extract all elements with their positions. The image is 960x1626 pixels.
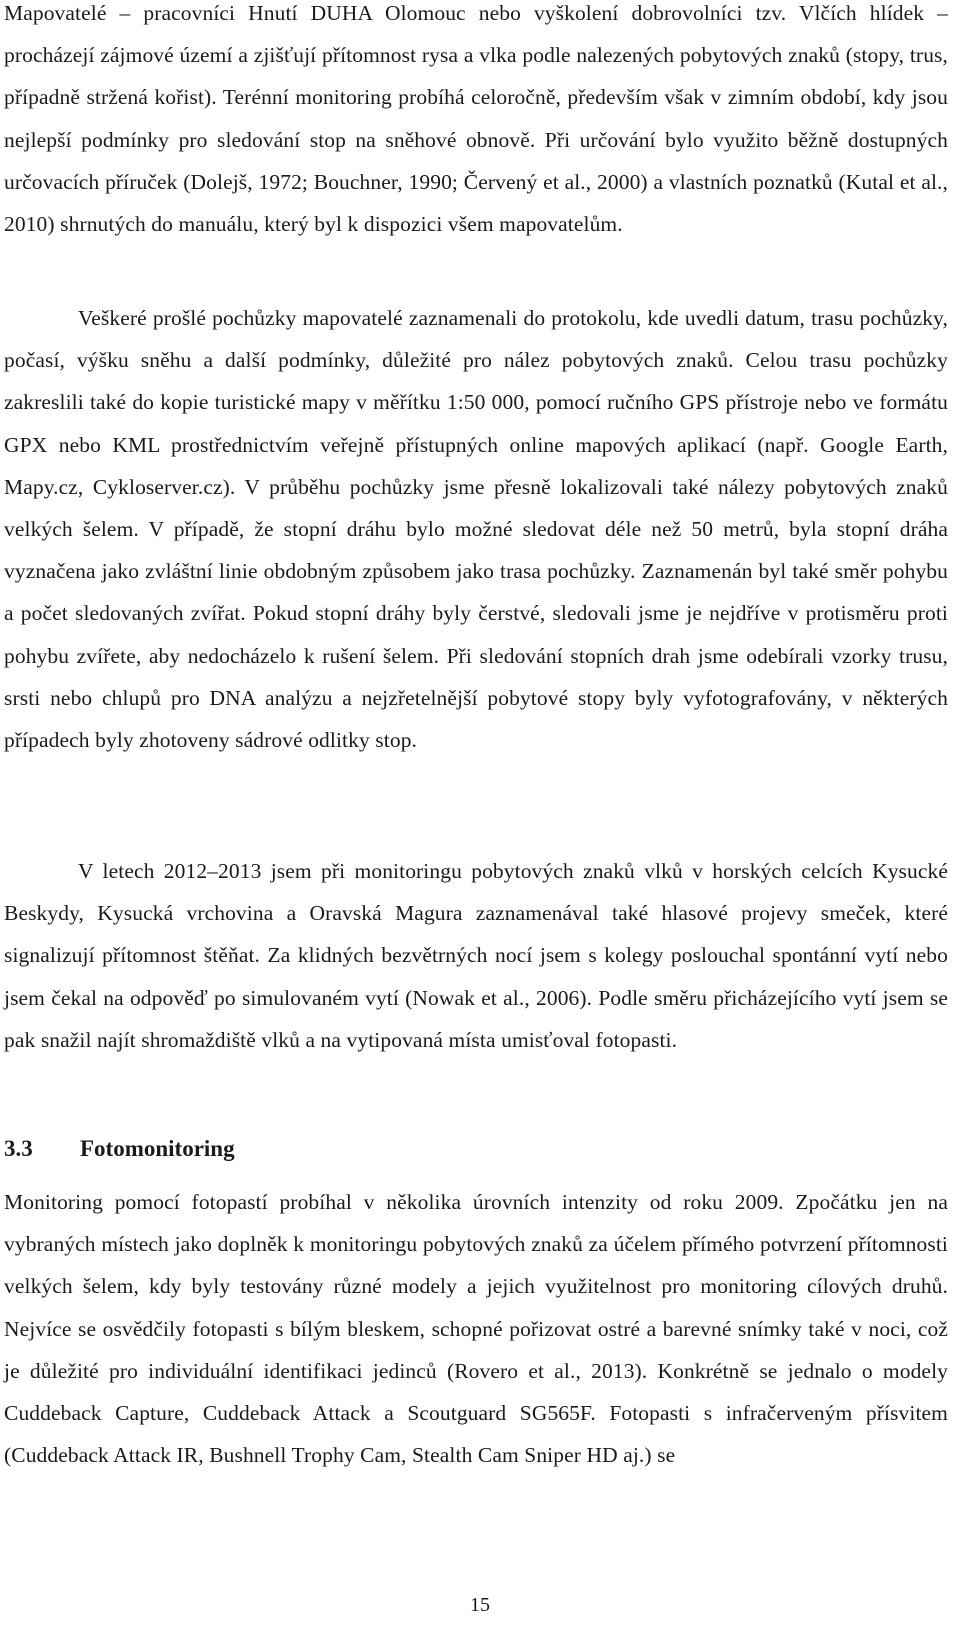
paragraph-mapping-volunteers: Mapovatelé – pracovníci Hnutí DUHA Olomouc nebo vyškolení dobrovolníci tzv. Vlčích hlídek – procházejí zájmové území a zjišťují přítomnost rysa a vlka podle nalezených pobytových znaků (stopy, trus, případně stržená kořist). Terénní monitoring probíhá celoročně, především však v zimním období, kdy jsou nejlepší podmínky pro sledování stop na sněhové obnově. Při určování bylo využito běžně dostupných určovacích příruček (Dolejš, 1972; Bouchner, 1990; Červený et al., 2000) a vlastních poznatků (Kutal et al., 2010) shrnutých do manuálu, který byl k dispozici všem mapovatelům. [4,1,948,237]
page-number: 15 [470,1594,490,1616]
paragraph-route-records: Veškeré prošlé pochůzky mapovatelé zaznamenali do protokolu, kde uvedli datum, trasu pochůzky, počasí, výšku sněhu a další podmínky, důležité pro nález pobytových znaků. Celou trasu pochůzky zakreslili také do kopie turistické mapy v měřítku 1:50 000, pomocí ručního GPS přístroje nebo ve formátu GPX nebo KML prostřednictvím veřejně přístupných online mapových aplikací (např. Google Earth, Mapy.cz, Cykloserver.cz). V průběhu pochůzky jsme přesně lokalizovali také nálezy pobytových znaků velkých šelem. V případě, že stopní dráhu bylo možné sledovat déle než 50 metrů, byla stopní dráha vyznačena jako zvláštní linie obdobným způsobem jako trasa pochůzky. Zaznamenán byl také směr pohybu a počet sledovaných zvířat. Pokud stopní dráhy byly čerstvé, sledovali jsme je nejdříve v protisměru proti pohybu zvířete, aby nedocházelo k rušení šelem. Při sledování stopních drah jsme odebírali vzorky trusu, srsti nebo chlupů pro DNA analýzu a nejzřetelnější pobytové stopy byly vyfotografovány, v některých případech byly zhotoveny sádrové odlitky stop. [4,306,948,753]
paragraph-camera-traps: Monitoring pomocí fotopastí probíhal v několika úrovních intenzity od roku 2009. Zpočátku jen na vybraných místech jako doplněk k monitoringu pobytových znaků za účelem přímého potvrzení přítomnosti velkých šelem, kdy byly testovány různé modely a jejich využitelnost pro monitoring cílových druhů. Nejvíce se osvědčily fotopasti s bílým bleskem, schopné pořizovat ostré a barevné snímky také v noci, což je důležité pro individuální identifikaci jedinců (Rovero et al., 2013). Konkrétně se jednalo o modely Cuddeback Capture, Cuddeback Attack a Scoutguard SG565F. Fotopasti s infračerveným přísvitem (Cuddeback Attack IR, Bushnell Trophy Cam, Stealth Cam Sniper HD aj.) se [4,1190,948,1468]
section-number: 3.3 [4,1136,33,1161]
section-title: Fotomonitoring [80,1136,235,1161]
paragraph-wolf-howling: V letech 2012–2013 jsem při monitoringu pobytových znaků vlků v horských celcích Kysucké Beskydy, Kysucká vrchovina a Oravská Magura zaznamenával také hlasové projevy smeček, které signalizují přítomnost štěňat. Za klidných bezvětrných nocí jsem s kolegy poslouchal spontánní vytí nebo jsem čekal na odpověď po simulovaném vytí (Nowak et al., 2006). Podle směru přicházejícího vytí jsem se pak snažil najít shromaždiště vlků a na vytipovaná místa umisťoval fotopasti. [4,859,948,1052]
section-heading [4,1128,235,1170]
